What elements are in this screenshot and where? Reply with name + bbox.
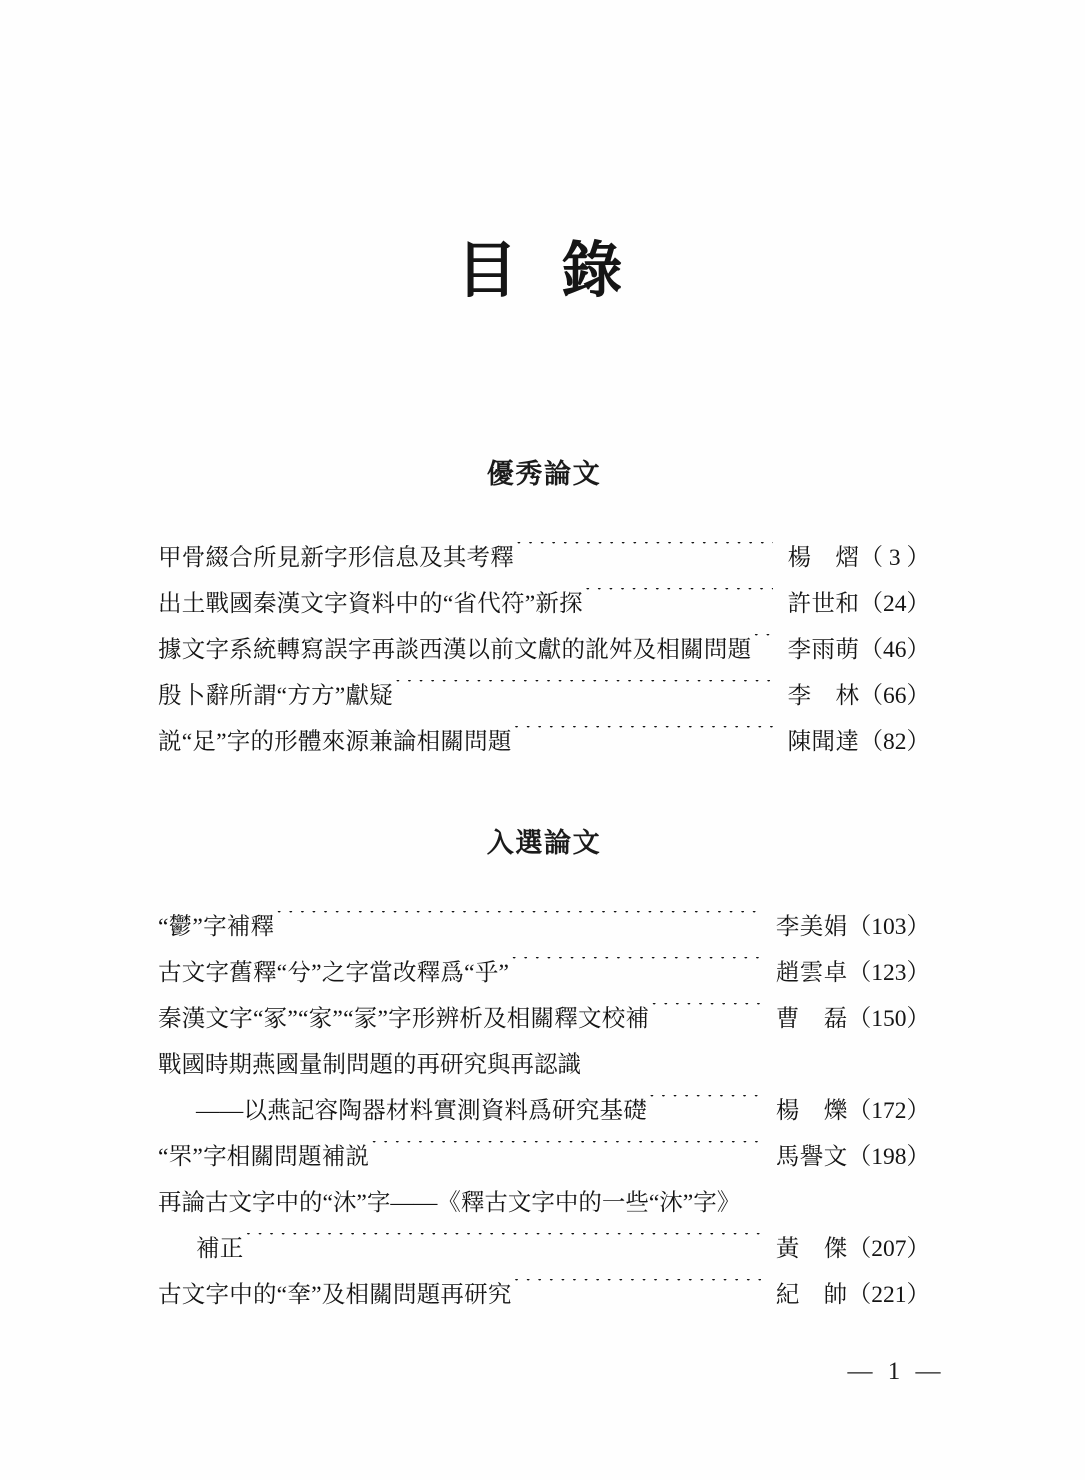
leader-dots — [513, 1279, 761, 1303]
toc-entry[interactable] — [158, 581, 930, 627]
section-heading-outstanding: 優秀論文 — [486, 459, 602, 489]
entry-author: 李 林 — [787, 683, 860, 709]
entry-title: 秦漢文字“冢”“家”“冡”字形辨析及相關釋文校補 — [158, 1006, 650, 1032]
leader-dots — [515, 542, 773, 566]
entry-author: 黃 傑 — [775, 1236, 848, 1262]
entry-page-number: （172） — [847, 1098, 930, 1124]
leader-dots — [394, 680, 773, 704]
page-folio: — 1 — — [847, 1358, 945, 1385]
toc-section-selected — [158, 821, 930, 1318]
toc-entry[interactable] — [158, 1134, 930, 1180]
heading-spacer — [158, 491, 930, 535]
leader-dots — [370, 1141, 761, 1165]
entry-subtitle: ——以燕記容陶器材料實測資料爲研究基礎 — [196, 1098, 647, 1124]
toc-entry[interactable] — [158, 904, 930, 950]
entry-author: 楊 熠 — [787, 545, 860, 571]
entry-page-number: （82） — [859, 729, 930, 755]
toc-entry[interactable] — [158, 1088, 930, 1134]
entry-title: 出土戰國秦漢文字資料中的“省代符”新探 — [158, 591, 583, 617]
entry-author: 趙雲卓 — [775, 960, 848, 986]
entry-page-number: （ 3 ） — [859, 545, 930, 571]
entry-author: 許世和 — [787, 591, 860, 617]
entry-author: 馬譽文 — [775, 1144, 848, 1170]
entry-title: “罘”字相關問題補説 — [158, 1144, 370, 1170]
toc-entry[interactable] — [158, 627, 930, 673]
section-spacer — [158, 765, 930, 821]
heading-spacer — [158, 860, 930, 904]
toc-content — [158, 452, 930, 1318]
entry-author: 陳聞達 — [787, 729, 860, 755]
entry-title: 説“足”字的形體來源兼論相關問題 — [158, 729, 512, 755]
section-heading-selected: 入選論文 — [486, 828, 602, 858]
toc-entry-title-first-line: 戰國時期燕國量制問題的再研究與再認識 — [158, 1052, 581, 1078]
entry-page-number: （198） — [847, 1144, 930, 1170]
entry-author: 李美娟 — [775, 914, 848, 940]
entry-author: 曹 磊 — [775, 1006, 848, 1032]
entry-page-number: （24） — [859, 591, 930, 617]
leader-dots — [244, 1233, 760, 1257]
leader-dots — [275, 911, 761, 935]
leader-dots — [650, 1003, 761, 1027]
entry-page-number: （150） — [847, 1006, 930, 1032]
entry-page-number: （66） — [859, 683, 930, 709]
entry-author: 楊 爍 — [775, 1098, 848, 1124]
toc-entry[interactable] — [158, 719, 930, 765]
entry-author: 李雨萌 — [787, 637, 860, 663]
entry-subtitle: 補正 — [196, 1236, 244, 1262]
toc-entry[interactable] — [158, 950, 930, 996]
entry-title: 殷卜辭所謂“方方”獻疑 — [158, 683, 393, 709]
toc-section-outstanding — [158, 452, 930, 765]
leader-dots — [510, 957, 761, 981]
leader-dots — [513, 726, 773, 750]
entry-list-selected — [158, 904, 930, 1318]
entry-title: 據文字系統轉寫誤字再談西漢以前文獻的訛舛及相關問題 — [158, 637, 752, 663]
entry-page-number: （123） — [847, 960, 930, 986]
entry-title: 古文字舊釋“兮”之字當改釋爲“乎” — [158, 960, 510, 986]
toc-entry[interactable] — [158, 1226, 930, 1272]
leader-dots — [584, 588, 773, 612]
leader-dots — [648, 1095, 761, 1119]
entry-title: “鬱”字補釋 — [158, 914, 275, 940]
entry-page-number: （46） — [859, 637, 930, 663]
entry-author: 紀 帥 — [775, 1282, 848, 1308]
entry-page-number: （103） — [847, 914, 930, 940]
toc-entry[interactable] — [158, 996, 930, 1042]
page-title — [0, 222, 1085, 309]
toc-entry-title-first-line: 再論古文字中的“沐”字——《釋古文字中的一些“沐”字》 — [158, 1190, 741, 1216]
toc-entry[interactable] — [158, 1272, 930, 1318]
page-title-char-lu: 錄 — [561, 238, 629, 305]
entry-title: 甲骨綴合所見新字形信息及其考釋 — [158, 545, 515, 571]
toc-entry[interactable] — [158, 673, 930, 719]
page-title-char-mu: 目 — [456, 238, 524, 305]
toc-entry[interactable] — [158, 535, 930, 581]
entry-title: 古文字中的“羍”及相關問題再研究 — [158, 1282, 512, 1308]
leader-dots — [752, 634, 772, 658]
entry-page-number: （207） — [847, 1236, 930, 1262]
entry-page-number: （221） — [847, 1282, 930, 1308]
entry-list-outstanding — [158, 535, 930, 765]
